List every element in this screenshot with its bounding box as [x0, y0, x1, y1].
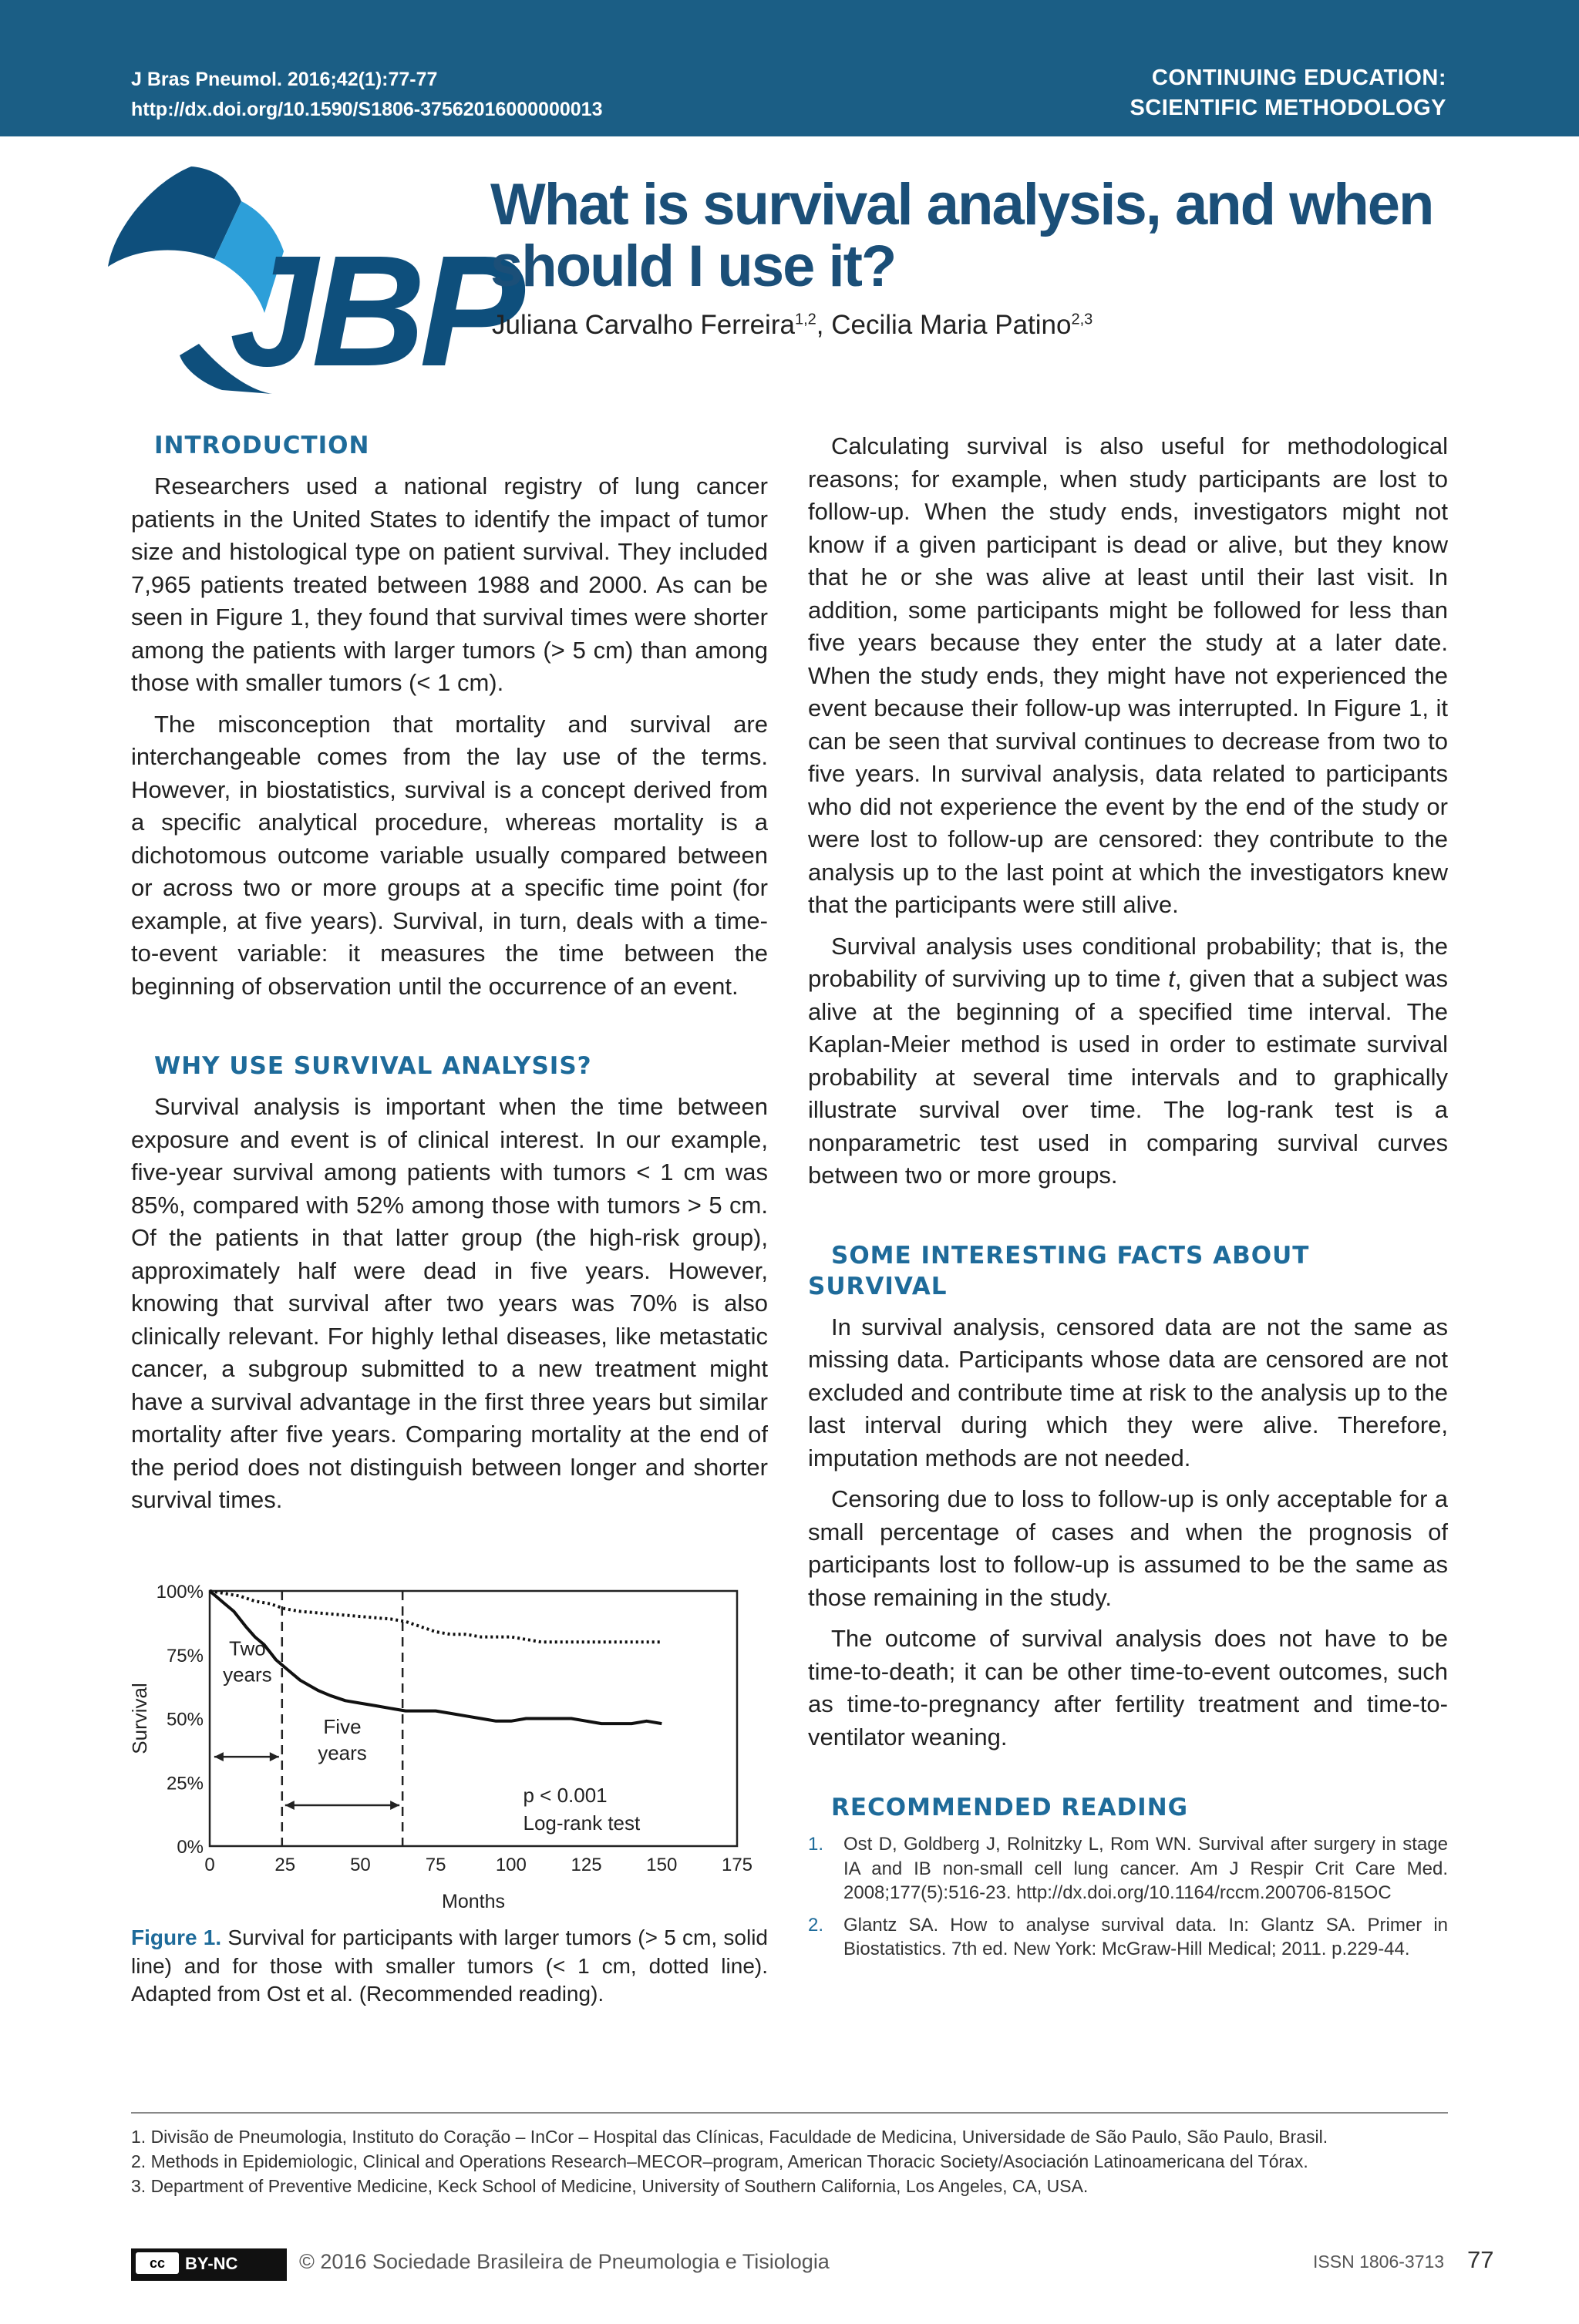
affiliation-list	[131, 2124, 1448, 2198]
x-tick-label: 25	[274, 1855, 296, 1875]
cc-icon: cc	[136, 2252, 179, 2274]
left-column	[131, 430, 768, 1525]
figure-caption-label: Figure 1.	[131, 1925, 222, 1949]
figure-caption	[131, 1924, 768, 2009]
test-annotation: Log-rank test	[523, 1811, 641, 1835]
author-affiliation-ref: 2,3	[1071, 311, 1093, 328]
affiliation-item: 3. Department of Preventive Medicine, Keck School of Medicine, University of Southern California, Los Angeles, CA, USA.	[131, 2176, 1089, 2196]
paragraph-text: Survival analysis uses conditional probability; that is, the probability of surviving up to time	[808, 932, 1448, 992]
marker-arrowhead	[285, 1801, 295, 1810]
reference-item	[808, 1832, 1448, 1905]
author-name: Juliana Carvalho Ferreira	[492, 310, 795, 340]
marker-arrowhead	[214, 1752, 224, 1761]
x-tick-label: 125	[571, 1855, 602, 1875]
x-tick-label: 175	[721, 1855, 753, 1875]
marker-label: years	[223, 1663, 272, 1687]
doi-link[interactable]: http://dx.doi.org/10.1590/S1806-37562016000000013	[131, 99, 603, 120]
reference-text: Glantz SA. How to analyse survival data. In: Glantz SA. Primer in Biostatistics. 7th ed. New York: McGraw-Hill Medical; 2011. p.229-44.	[843, 1914, 1448, 1959]
reference-list	[808, 1832, 1448, 1962]
paragraph	[808, 930, 1448, 1192]
copyright-notice: © 2016 Sociedade Brasileira de Pneumologia e Tisiologia	[299, 2250, 830, 2273]
paragraph: Survival analysis is important when the time between exposure and event is of clinical interest. In our example, five-year survival among patients with tumors < 1 cm was 85%, compared with 52% among those with tumors > 5 cm. Of the patients in that latter group (the high-risk group), approximately half were dead in five years. However, knowing that survival after two years was 70% is also clinically relevant. For highly lethal diseases, like metastatic cancer, a subgroup submitted to a new treatment might have a survival advantage in the first three years but similar mortality after five years. Comparing mortality at the end of the period does not distinguish between longer and shorter survival times.	[131, 1093, 768, 1513]
survival-chart	[123, 1580, 771, 1919]
marker-label: years	[318, 1741, 367, 1765]
reference-number: 2.	[808, 1914, 824, 1936]
p-value-annotation: p < 0.001	[523, 1784, 608, 1808]
section-label-line1: CONTINUING EDUCATION:	[1151, 66, 1446, 90]
paragraph: Researchers used a national registry of lung cancer patients in the United States to identify the impact of tumor size and histological type on patient survival. They included 7,965 patients treated between 1988 and 2000. As can be seen in Figure 1, they found that survival times were shorter among the patients with larger tumors (> 5 cm) than among those with smaller tumors (< 1 cm).	[131, 473, 768, 696]
y-tick-label: 0%	[177, 1837, 204, 1858]
jbp-logo	[106, 159, 519, 399]
series-line-small-tumors	[210, 1591, 662, 1642]
variable-t: t	[1168, 965, 1175, 992]
x-tick-label: 100	[495, 1855, 527, 1875]
y-tick-label: 25%	[166, 1773, 204, 1794]
section-label	[1130, 63, 1446, 123]
section-heading-recommended-reading: RECOMMENDED READING	[831, 1794, 1189, 1821]
affiliation-item: 1. Divisão de Pneumologia, Instituto do Coração – InCor – Hospital das Clínicas, Faculdade de Medicina, Universidade de São Paulo, São Paulo, Brasil.	[131, 2127, 1328, 2147]
footnote-divider	[131, 2112, 1448, 2114]
section-heading-introduction: INTRODUCTION	[154, 432, 370, 459]
marker-arrowhead	[390, 1801, 399, 1810]
y-tick-label: 100%	[156, 1582, 204, 1603]
x-tick-label: 75	[425, 1855, 446, 1875]
x-tick-label: 150	[646, 1855, 678, 1875]
reference-item	[808, 1913, 1448, 1962]
cc-license-badge[interactable]	[131, 2248, 287, 2281]
logo-text: JBP	[230, 223, 519, 399]
issn-label: ISSN 1806-3713	[1313, 2252, 1445, 2272]
marker-arrowhead	[270, 1752, 279, 1761]
paragraph-text: , given that a subject was alive at the beginning of a specified time interval. The Kaplan-Meier method is used in order to estimate survival probability at several time intervals and to graphically illustrate survival over time. The log-rank test is a nonparametric test used in comparing survival curves between two or more groups.	[808, 965, 1448, 1189]
author-list: Juliana Carvalho Ferreira$^{1,2}$, Cecilia Maria Patino$^{2,3}$	[492, 310, 1093, 340]
paragraph: The misconception that mortality and survival are interchangeable comes from the lay use of the terms. However, in biostatistics, survival is a concept derived from a specific analytical procedure, whereas mortality is a dichotomous outcome variable usually compared between or across two or more groups at a specific time point (for example, at five years). Survival, in turn, deals with a time-to-event variable: it measures the time between the beginning of observation until the occurrence of an event.	[131, 710, 768, 1000]
journal-citation: J Bras Pneumol. 2016;42(1):77-77	[131, 69, 438, 90]
y-tick-label: 75%	[166, 1645, 204, 1666]
y-tick-label: 50%	[166, 1709, 204, 1730]
header-bar	[0, 0, 1579, 136]
y-axis-label: Survival	[128, 1683, 151, 1754]
x-tick-label: 0	[204, 1855, 215, 1875]
page-number: 77	[1467, 2246, 1494, 2273]
x-axis-label: Months	[442, 1891, 505, 1912]
citation-block	[131, 65, 602, 125]
reference-number: 1.	[808, 1834, 824, 1855]
paragraph: The outcome of survival analysis does not have to be time-to-death; it can be other time-to-event outcomes, such as time-to-pregnancy after fertility treatment and time-to-ventilator weaning.	[808, 1625, 1448, 1751]
reference-text[interactable]: Ost D, Goldberg J, Rolnitzky L, Rom WN. Survival after surgery in stage IA and IB non-small cell lung cancer. Am J Respir Crit Care Med. 2008;177(5):516-23. http://dx.doi.org/10.1164/rccm.200706-815OC	[843, 1834, 1448, 1903]
x-tick-label: 50	[350, 1855, 371, 1875]
figure-caption-text: Survival for participants with larger tumors (> 5 cm, solid line) and for those with smaller tumors (< 1 cm, dotted line). Adapted from Ost et al. (Recommended reading).	[131, 1925, 768, 2006]
marker-label: Two	[229, 1636, 266, 1660]
article-title: What is survival analysis, and when should I use it?	[490, 172, 1433, 299]
marker-label: Five	[323, 1715, 362, 1739]
paragraph: Censoring due to loss to follow-up is only acceptable for a small percentage of cases and when the prognosis of participants lost to follow-up is assumed to be the same as those remaining in the study.	[808, 1485, 1448, 1611]
series-line-large-tumors	[210, 1591, 662, 1724]
license-label: BY-NC	[185, 2254, 238, 2273]
paragraph: In survival analysis, censored data are not the same as missing data. Participants whose data are censored are not excluded and contribute time at risk to the analysis up to the last interval during which they were alive. Therefore, imputation methods are not needed.	[808, 1313, 1448, 1471]
affiliation-item: 2. Methods in Epidemiologic, Clinical and Operations Research–MECOR–program, American Thoracic Society/Asociación Latinoamericana del Tórax.	[131, 2151, 1308, 2171]
author-name: Cecilia Maria Patino	[831, 310, 1072, 340]
right-column	[808, 430, 1448, 1969]
section-label-line2: SCIENTIFIC METHODOLOGY	[1130, 96, 1446, 120]
author-affiliation-ref: 1,2	[794, 311, 816, 328]
section-heading-interesting-facts: SOME INTERESTING FACTS ABOUT SURVIVAL	[808, 1241, 1310, 1300]
section-heading-why-use: WHY USE SURVIVAL ANALYSIS?	[154, 1052, 592, 1080]
paragraph: Calculating survival is also useful for methodological reasons; for example, when study participants are lost to follow-up. When the study ends, investigators might not know if a given participant is dead or alive, but they know that he or she was alive at least until their last visit. In addition, some participants might be followed for less than five years because they enter the study at a later date. When the study ends, they might have not experienced the event because their follow-up was interrupted. In Figure 1, it can be seen that survival continues to decrease from two to five years. In survival analysis, data related to participants who did not experience the event by the end of the study or were lost to follow-up are censored: they contribute to the analysis up to the last point at which the investigators knew that the participants were still alive.	[808, 432, 1448, 918]
